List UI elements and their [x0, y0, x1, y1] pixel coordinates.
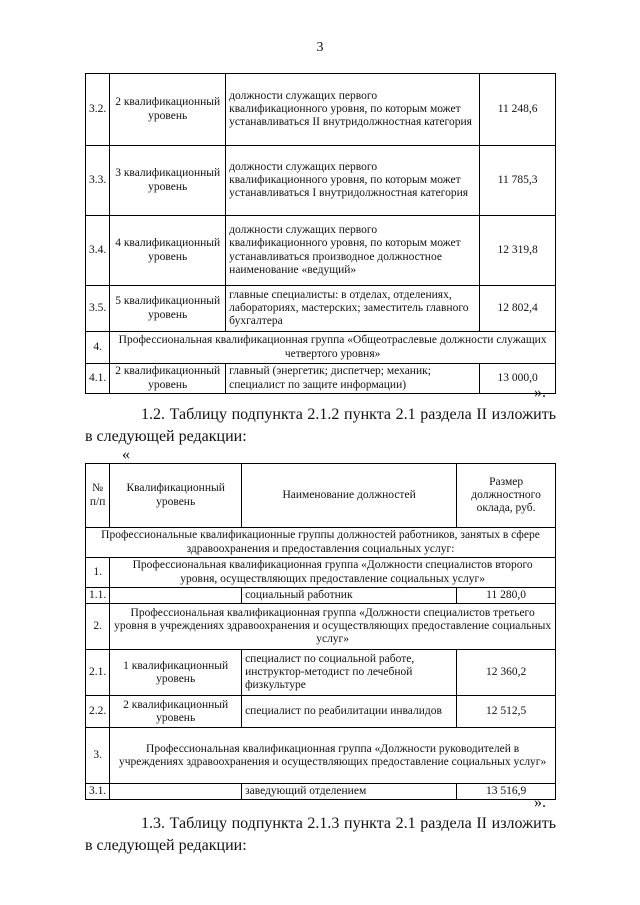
row-number: 3.2. — [86, 74, 110, 146]
row-number: 3.5. — [86, 286, 110, 332]
group-row — [86, 332, 556, 364]
table-header-row — [86, 464, 556, 528]
qualification-level — [110, 784, 242, 800]
header-number: № п/п — [86, 464, 110, 528]
row-number: 2. — [86, 604, 110, 650]
group-row — [86, 604, 556, 650]
qualification-level — [110, 588, 242, 604]
section-title: Профессиональные квалификационные группы должностей работников, занятых в сфере здравоохранения и предоставления социальных услуг: — [86, 528, 556, 558]
qualification-level: 2 квалификационный уровень — [110, 364, 226, 394]
qualification-level: 5 квалификационный уровень — [110, 286, 226, 332]
position-names: заведующий отделением — [242, 784, 457, 800]
salary-value: 11 785,3 — [480, 146, 556, 216]
qualification-level: 1 квалификационный уровень — [110, 650, 242, 696]
qualification-level: 3 квалификационный уровень — [110, 146, 226, 216]
closing-quote: ». — [534, 794, 546, 811]
table-row — [86, 650, 556, 696]
salary-value: 13 516,9 — [457, 784, 556, 800]
salary-table-1 — [85, 73, 556, 394]
salary-value: 12 802,4 — [480, 286, 556, 332]
group-row — [86, 558, 556, 588]
group-title: Профессиональная квалификационная группа «Должности специалистов третьего уровня в учреждениях здравоохранения и осуществляющих предоставление социальных услуг» — [110, 604, 556, 650]
row-number: 3.1. — [86, 784, 110, 800]
position-names: главные специалисты: в отделах, отделениях, лабораториях, мастерских; заместитель главного бухгалтера — [226, 286, 480, 332]
row-number: 4.1. — [86, 364, 110, 394]
row-number: 4. — [86, 332, 110, 364]
row-number: 2.1. — [86, 650, 110, 696]
group-title: Профессиональная квалификационная группа «Должности руководителей в учреждениях здравоохранения и осуществляющих предоставление социальных услуг» — [110, 728, 556, 784]
opening-quote: « — [122, 446, 130, 463]
group-row — [86, 728, 556, 784]
salary-value: 12 360,2 — [457, 650, 556, 696]
header-positions: Наименование должностей — [242, 464, 457, 528]
paragraph-1-2: 1.2. Таблицу подпункта 2.1.2 пункта 2.1 раздела II изложить в следующей редакции: — [85, 406, 556, 445]
salary-value: 13 000,0 — [480, 364, 556, 394]
row-number: 1.1. — [86, 588, 110, 604]
table-row — [86, 216, 556, 286]
row-number: 3. — [86, 728, 110, 784]
group-title: Профессиональная квалификационная группа «Должности специалистов второго уровня, осуществляющих предоставление социальных услуг» — [110, 558, 556, 588]
table-row — [86, 74, 556, 146]
position-names: должности служащих первого квалификационного уровня, по которым может устанавливаться производное должностное наименование «ведущий» — [226, 216, 480, 286]
table-row — [86, 696, 556, 728]
qualification-level: 2 квалификационный уровень — [110, 74, 226, 146]
position-names: должности служащих первого квалификационного уровня, по которым может устанавливаться I внутридолжностная категория — [226, 146, 480, 216]
qualification-level: 2 квалификационный уровень — [110, 696, 242, 728]
salary-value: 11 280,0 — [457, 588, 556, 604]
qualification-level: 4 квалификационный уровень — [110, 216, 226, 286]
row-number: 3.3. — [86, 146, 110, 216]
closing-quote: ». — [534, 384, 546, 401]
section-row — [86, 528, 556, 558]
paragraph-1-3: 1.3. Таблицу подпункта 2.1.3 пункта 2.1 раздела II изложить в следующей редакции: — [85, 815, 556, 854]
header-salary: Размер должностного оклада, руб. — [457, 464, 556, 528]
table-row — [86, 364, 556, 394]
table-row — [86, 588, 556, 604]
position-names: специалист по реабилитации инвалидов — [242, 696, 457, 728]
row-number: 1. — [86, 558, 110, 588]
position-names: главный (энергетик; диспетчер; механик; специалист по защите информации) — [226, 364, 480, 394]
position-names: должности служащих первого квалификационного уровня, по которым может устанавливаться II внутридолжностная категория — [226, 74, 480, 146]
salary-value: 12 512,5 — [457, 696, 556, 728]
row-number: 3.4. — [86, 216, 110, 286]
salary-value: 12 319,8 — [480, 216, 556, 286]
header-level: Квалификационный уровень — [110, 464, 242, 528]
table-row — [86, 286, 556, 332]
row-number: 2.2. — [86, 696, 110, 728]
table-row — [86, 784, 556, 800]
salary-value: 11 248,6 — [480, 74, 556, 146]
page-number: 3 — [316, 40, 324, 55]
position-names: социальный работник — [242, 588, 457, 604]
position-names: специалист по социальной работе, инструктор-методист по лечебной физкультуре — [242, 650, 457, 696]
table-row — [86, 146, 556, 216]
salary-table-2 — [85, 463, 556, 800]
group-title: Профессиональная квалификационная группа «Общеотраслевые должности служащих четвертого уровня» — [110, 332, 556, 364]
